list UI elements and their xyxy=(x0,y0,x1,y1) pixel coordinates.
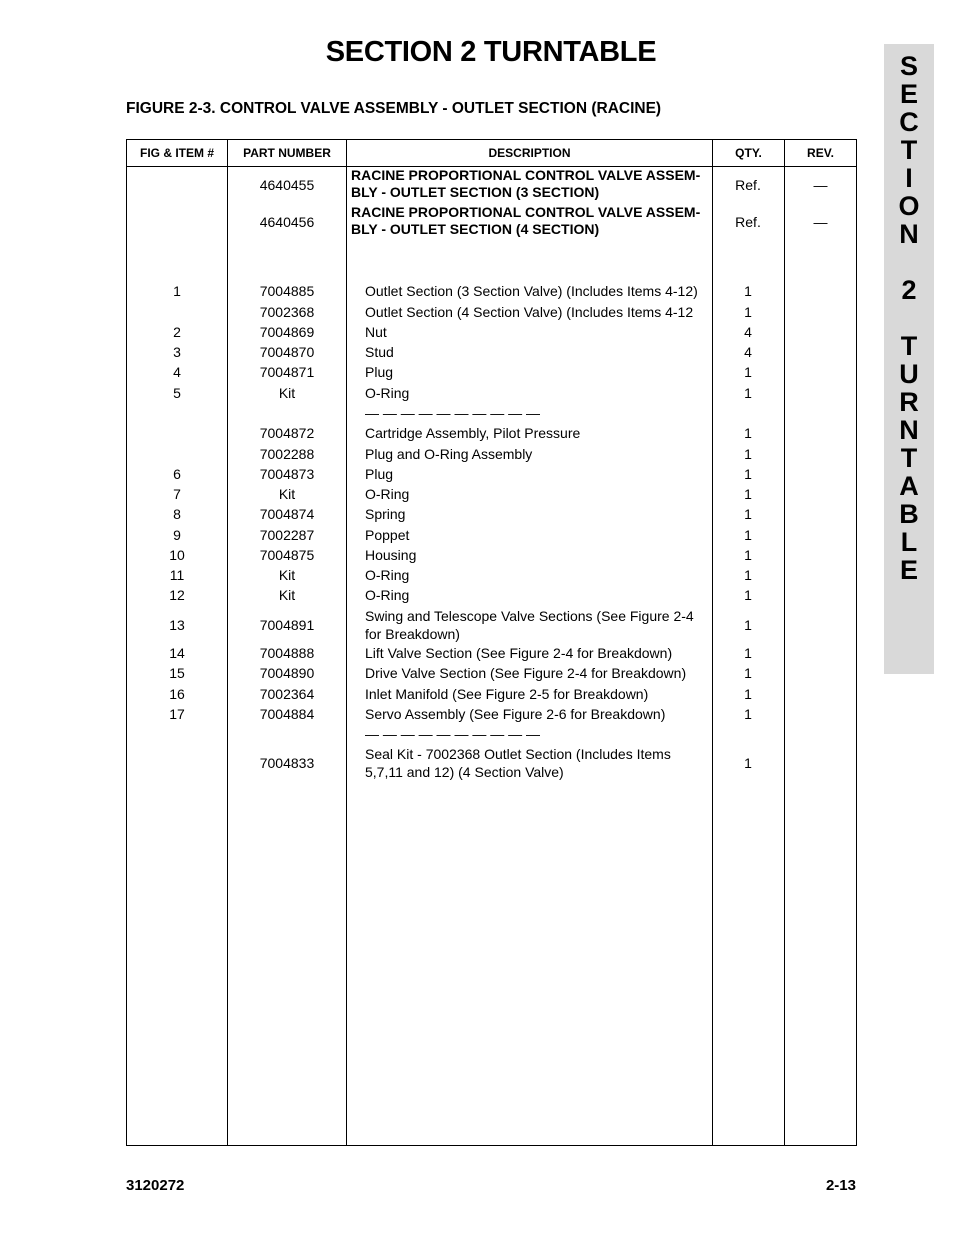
section-tab-letters xyxy=(884,52,934,584)
part-number-cell: 7004884 xyxy=(259,706,315,722)
description-cell: O-Ring xyxy=(365,587,410,603)
qty-cell: 1 xyxy=(744,527,752,543)
tab-letter: U xyxy=(899,359,919,389)
qty-cell: 1 xyxy=(744,547,752,563)
table-row xyxy=(127,607,856,643)
table-row xyxy=(127,505,856,523)
description-cell: RACINE PROPORTIONAL CONTROL VALVE ASSEM-BLY - OUTLET SECTION (3 SECTION) xyxy=(351,167,701,200)
column-header-fig: FIG & ITEM # xyxy=(139,146,214,160)
description-cell: Inlet Manifold (See Figure 2-5 for Breakdown) xyxy=(365,686,649,702)
table-row xyxy=(127,303,856,321)
qty-cell: Ref. xyxy=(735,177,761,193)
description-cell: Poppet xyxy=(365,527,410,543)
description-cell: Plug and O-Ring Assembly xyxy=(365,446,533,462)
tab-letter: I xyxy=(905,163,913,193)
qty-cell: 1 xyxy=(744,686,752,702)
part-number-cell: 7002368 xyxy=(259,304,315,320)
table-row xyxy=(127,485,856,503)
qty-cell: 1 xyxy=(744,446,752,462)
part-number-cell: 7004873 xyxy=(259,466,315,482)
table-row xyxy=(127,644,856,662)
page-title: SECTION 2 TURNTABLE xyxy=(325,36,657,68)
qty-cell: 1 xyxy=(744,466,752,482)
qty-cell: 1 xyxy=(744,665,752,681)
qty-cell: 1 xyxy=(744,385,752,401)
tab-letter xyxy=(884,304,934,332)
table-row xyxy=(127,685,856,703)
description-cell: Spring xyxy=(365,506,406,522)
part-number-cell: Kit xyxy=(278,587,296,603)
description-cell: Housing xyxy=(365,547,417,563)
description-cell: O-Ring xyxy=(365,385,410,401)
fig-item-cell: 15 xyxy=(169,665,185,681)
table-row xyxy=(127,664,856,682)
part-number-cell: Kit xyxy=(278,385,296,401)
fig-item-cell: 6 xyxy=(173,466,181,482)
fig-item-cell: 2 xyxy=(173,324,181,340)
part-number-cell: Kit xyxy=(278,567,296,583)
description-cell: RACINE PROPORTIONAL CONTROL VALVE ASSEM-BLY - OUTLET SECTION (4 SECTION) xyxy=(351,204,701,237)
fig-item-cell: 10 xyxy=(169,547,185,563)
document-number: 3120272 xyxy=(126,1177,185,1194)
table-row xyxy=(127,343,856,361)
qty-cell: 1 xyxy=(744,617,752,633)
qty-cell: 1 xyxy=(744,486,752,502)
tab-letter: E xyxy=(899,79,918,109)
part-number-cell: 7004871 xyxy=(259,364,315,380)
tab-letter xyxy=(884,248,934,276)
tab-letter: O xyxy=(898,191,920,221)
rev-cell: — xyxy=(813,214,828,230)
figure-title: FIGURE 2-3. CONTROL VALVE ASSEMBLY - OUTLET SECTION (RACINE) xyxy=(126,100,662,117)
page-number: 2-13 xyxy=(825,1177,856,1194)
table-row xyxy=(127,586,856,604)
table-row xyxy=(127,705,856,723)
tab-letter: E xyxy=(899,555,918,585)
fig-item-cell: 4 xyxy=(173,364,181,380)
fig-item-cell: 8 xyxy=(173,506,181,522)
description-cell: Lift Valve Section (See Figure 2-4 for Breakdown) xyxy=(365,645,673,661)
table-row xyxy=(127,384,856,402)
part-number-cell: 7004872 xyxy=(259,425,315,441)
part-number-cell: 7004885 xyxy=(259,283,315,299)
description-cell: Drive Valve Section (See Figure 2-4 for Breakdown) xyxy=(365,665,687,681)
description-cell: Stud xyxy=(365,344,394,360)
qty-cell: 1 xyxy=(744,587,752,603)
part-number-cell: 4640456 xyxy=(259,214,315,230)
qty-cell: 1 xyxy=(744,283,752,299)
description-cell: Seal Kit - 7002368 Outlet Section (Includes Items 5,7,11 and 12) (4 Section Valve) xyxy=(365,746,671,780)
qty-cell: 4 xyxy=(744,344,752,360)
qty-cell: 1 xyxy=(744,425,752,441)
description-cell: Nut xyxy=(365,324,387,340)
fig-item-cell: 5 xyxy=(173,385,181,401)
tab-letter: A xyxy=(899,471,919,501)
fig-item-cell: 3 xyxy=(173,344,181,360)
part-number-cell: Kit xyxy=(278,486,296,502)
part-number-cell: 7004833 xyxy=(259,755,315,771)
tab-letter: T xyxy=(900,331,918,361)
part-number-cell: 7004891 xyxy=(259,617,315,633)
tab-letter: T xyxy=(900,135,918,165)
description-cell: Outlet Section (4 Section Valve) (Includes Items 4-12 xyxy=(365,304,694,320)
tab-letter: T xyxy=(900,443,918,473)
qty-cell: Ref. xyxy=(735,214,761,230)
table-row xyxy=(127,282,856,300)
qty-cell: 1 xyxy=(744,645,752,661)
fig-item-cell: 14 xyxy=(169,645,185,661)
table-row xyxy=(127,725,856,743)
table-row xyxy=(127,323,856,341)
fig-item-cell: 17 xyxy=(169,706,185,722)
description-cell: Cartridge Assembly, Pilot Pressure xyxy=(365,425,581,441)
tab-letter: R xyxy=(899,387,919,417)
fig-item-cell: 13 xyxy=(169,617,185,633)
table-row xyxy=(127,363,856,381)
column-header-qty: QTY. xyxy=(735,146,762,160)
part-number-cell: 4640455 xyxy=(259,177,315,193)
fig-item-cell: 11 xyxy=(169,567,185,583)
column-header-part: PART NUMBER xyxy=(243,146,331,160)
description-cell: O-Ring xyxy=(365,567,410,583)
table-row xyxy=(127,566,856,584)
table-row xyxy=(127,745,856,781)
table-row xyxy=(127,526,856,544)
qty-cell: 1 xyxy=(744,567,752,583)
table-row xyxy=(127,424,856,442)
description-cell: — — — — — — — — — — xyxy=(365,726,541,742)
fig-item-cell: 1 xyxy=(173,283,181,299)
description-cell: Plug xyxy=(365,466,394,482)
rev-cell: — xyxy=(813,177,828,193)
tab-letter: B xyxy=(899,499,919,529)
fig-item-cell: 9 xyxy=(173,527,181,543)
fig-item-cell: 16 xyxy=(169,686,185,702)
part-number-cell: 7004874 xyxy=(259,506,315,522)
table-row xyxy=(127,204,856,240)
tab-letter: C xyxy=(899,107,919,137)
qty-cell: 1 xyxy=(744,506,752,522)
part-number-cell: 7004875 xyxy=(259,547,315,563)
description-cell: Outlet Section (3 Section Valve) (Includes Items 4-12) xyxy=(365,283,698,299)
part-number-cell: 7004890 xyxy=(259,665,315,681)
part-number-cell: 7002287 xyxy=(259,527,315,543)
qty-cell: 1 xyxy=(744,755,752,771)
tab-letter: N xyxy=(899,415,919,445)
qty-cell: 1 xyxy=(744,706,752,722)
table-row xyxy=(127,546,856,564)
part-number-cell: 7004870 xyxy=(259,344,315,360)
part-number-cell: 7002364 xyxy=(259,686,315,702)
fig-item-cell: 12 xyxy=(169,587,185,603)
part-number-cell: 7004869 xyxy=(259,324,315,340)
parts-table xyxy=(126,139,857,1146)
tab-letter: N xyxy=(899,219,919,249)
table-row xyxy=(127,404,856,422)
table-row xyxy=(127,167,856,203)
description-cell: Swing and Telescope Valve Sections (See Figure 2-4 for Breakdown) xyxy=(365,608,694,642)
qty-cell: 1 xyxy=(744,304,752,320)
column-header-description: DESCRIPTION xyxy=(488,146,571,160)
qty-cell: 4 xyxy=(744,324,752,340)
section-tab xyxy=(884,44,934,674)
description-cell: — — — — — — — — — — xyxy=(365,405,541,421)
table-row xyxy=(127,465,856,483)
tab-letter: S xyxy=(899,51,918,81)
part-number-cell: 7002288 xyxy=(259,446,315,462)
description-cell: Plug xyxy=(365,364,394,380)
table-row xyxy=(127,445,856,463)
fig-item-cell: 7 xyxy=(173,486,181,502)
tab-letter: 2 xyxy=(901,275,917,305)
description-cell: O-Ring xyxy=(365,486,410,502)
tab-letter: L xyxy=(900,527,918,557)
column-header-rev: REV. xyxy=(807,146,834,160)
description-cell: Servo Assembly (See Figure 2-6 for Breakdown) xyxy=(365,706,666,722)
qty-cell: 1 xyxy=(744,364,752,380)
part-number-cell: 7004888 xyxy=(259,645,315,661)
